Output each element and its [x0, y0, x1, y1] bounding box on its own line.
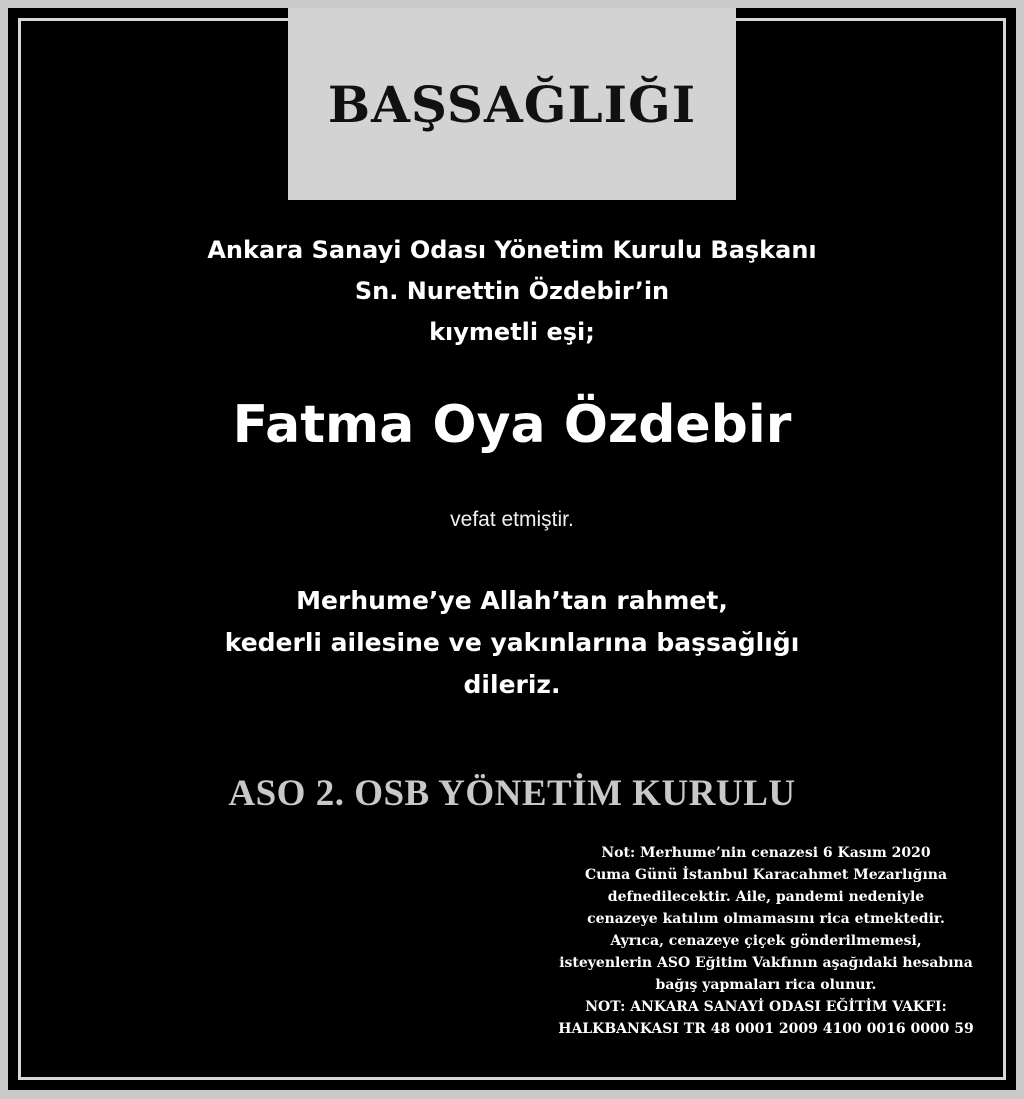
note-line: bağış yapmaları rica olunur.: [655, 977, 877, 993]
intro-line-2: Sn. Nurettin Özdebir’in: [354, 277, 670, 305]
signature: ASO 2. OSB YÖNETİM KURULU: [228, 773, 796, 814]
funeral-note: [528, 842, 1004, 1040]
note-line: Cuma Günü İstanbul Karacahmet Mezarlığına: [584, 867, 948, 883]
intro-line-3: kıymetli eşi;: [429, 318, 595, 346]
condolence-line-2: kederli ailesine ve yakınlarına başsağlığı: [224, 628, 800, 657]
note-line: cenazeye katılım olmamasını rica etmektedir.: [587, 911, 945, 927]
condolence-notice: [8, 8, 1016, 1090]
note-line: Not: Merhume’nin cenazesi 6 Kasım 2020: [601, 845, 931, 861]
note-line: HALKBANKASI TR 48 0001 2009 4100 0016 0000 59: [558, 1021, 974, 1037]
deceased-name: Fatma Oya Özdebir: [232, 395, 792, 455]
notice-title: BAŞSAĞLIĞI: [327, 74, 697, 134]
note-line: NOT: ANKARA SANAYİ ODASI EĞİTİM VAKFI:: [585, 999, 947, 1015]
note-line: isteyenlerin ASO Eğitim Vakfının aşağıdaki hesabına: [559, 955, 973, 971]
intro-line-1: Ankara Sanayi Odası Yönetim Kurulu Başkanı: [207, 236, 817, 264]
condolence-line-3: dileriz.: [463, 670, 561, 699]
note-line: defnedilecektir. Aile, pandemi nedeniyle: [607, 889, 925, 905]
title-box: [288, 8, 736, 200]
condolence-line-1: Merhume’ye Allah’tan rahmet,: [296, 586, 728, 615]
condolence-message: [8, 580, 1016, 706]
intro-block: [8, 230, 1016, 353]
vefat-text: vefat etmiştir.: [450, 508, 574, 531]
note-line: Ayrıca, cenazeye çiçek gönderilmemesi,: [610, 933, 922, 949]
